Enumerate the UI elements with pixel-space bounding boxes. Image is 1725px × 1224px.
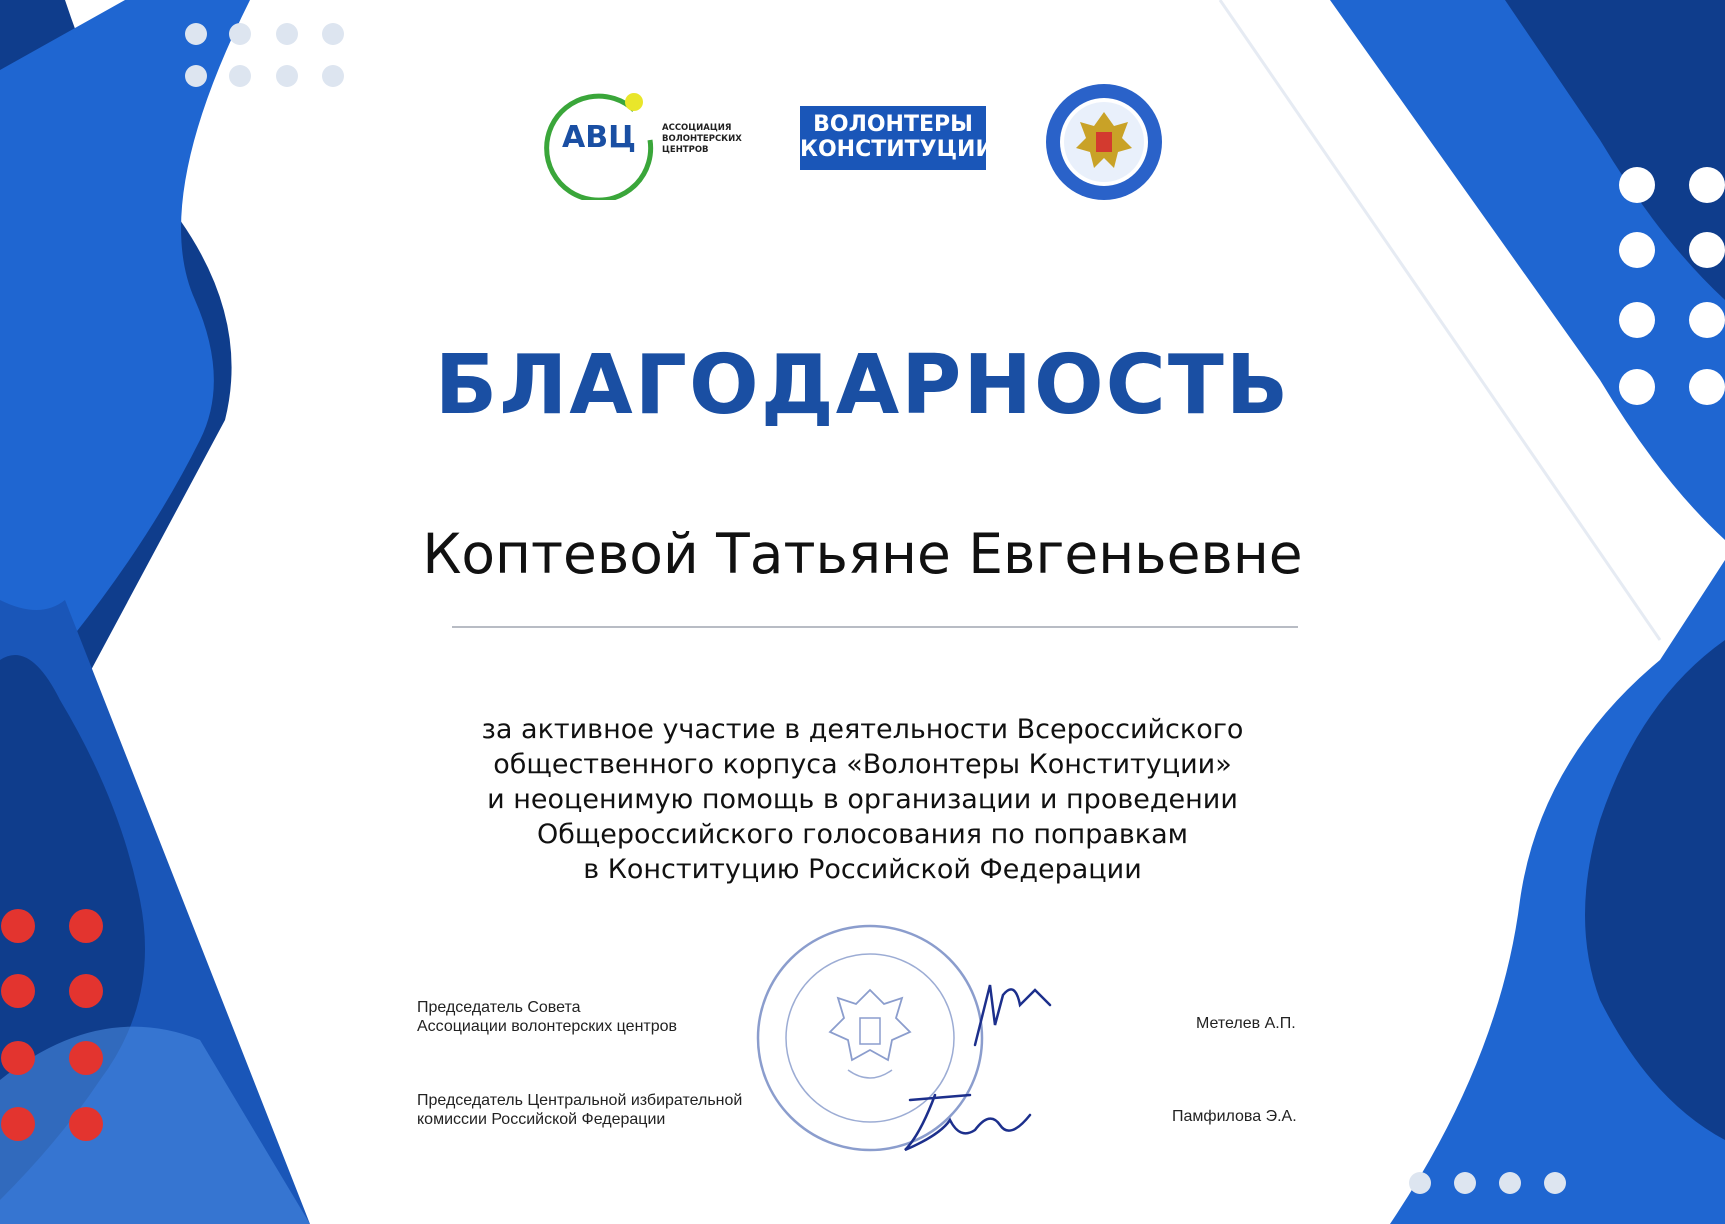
reason-line: общественного корпуса «Волонтеры Конституции» [493,749,1232,780]
position-line: Председатель Совета [417,999,581,1016]
vk-logo-line: КОНСТИТУЦИИ [800,137,994,162]
reason-line: за активное участие в деятельности Всероссийского [481,714,1244,745]
signatory-position-1 [417,998,677,1036]
position-line: комиссии Российской Федерации [417,1111,666,1128]
certificate-title: БЛАГОДАРНОСТЬ [434,338,1291,433]
reason-line: и неоценимую помощь в организации и проведении [487,784,1238,815]
avc-sun-icon [625,93,643,111]
avc-name-line: АССОЦИАЦИЯ [662,123,732,133]
signature-pamfilova [880,1080,1050,1160]
reason-line: в Конституцию Российской Федерации [583,854,1142,885]
volunteers-constitution-logo [800,106,994,170]
signatory-position-2 [417,1091,742,1129]
avc-abbreviation: АВЦ [562,120,636,155]
signatory-name-1: Метелев А.П. [1196,1015,1296,1032]
avc-full-name [662,123,782,156]
recipient-underline [452,626,1298,628]
recipient-name: Коптевой Татьяне Евгеньевне [422,522,1303,586]
avc-logo [540,80,780,200]
avc-name-line: ЦЕНТРОВ [662,145,709,155]
cik-emblem-icon [1044,82,1164,202]
avc-name-line: ВОЛОНТЕРСКИХ [662,134,742,144]
signatory-name-2: Памфилова Э.А. [1172,1108,1297,1125]
position-line: Председатель Центральной избирательной [417,1092,743,1109]
reason-line: Общероссийского голосования по поправкам [536,819,1189,850]
signature-metelev [955,965,1065,1055]
vk-logo-line: ВОЛОНТЕРЫ [813,112,973,137]
position-line: Ассоциации волонтерских центров [417,1018,678,1035]
award-reason [330,712,1395,887]
